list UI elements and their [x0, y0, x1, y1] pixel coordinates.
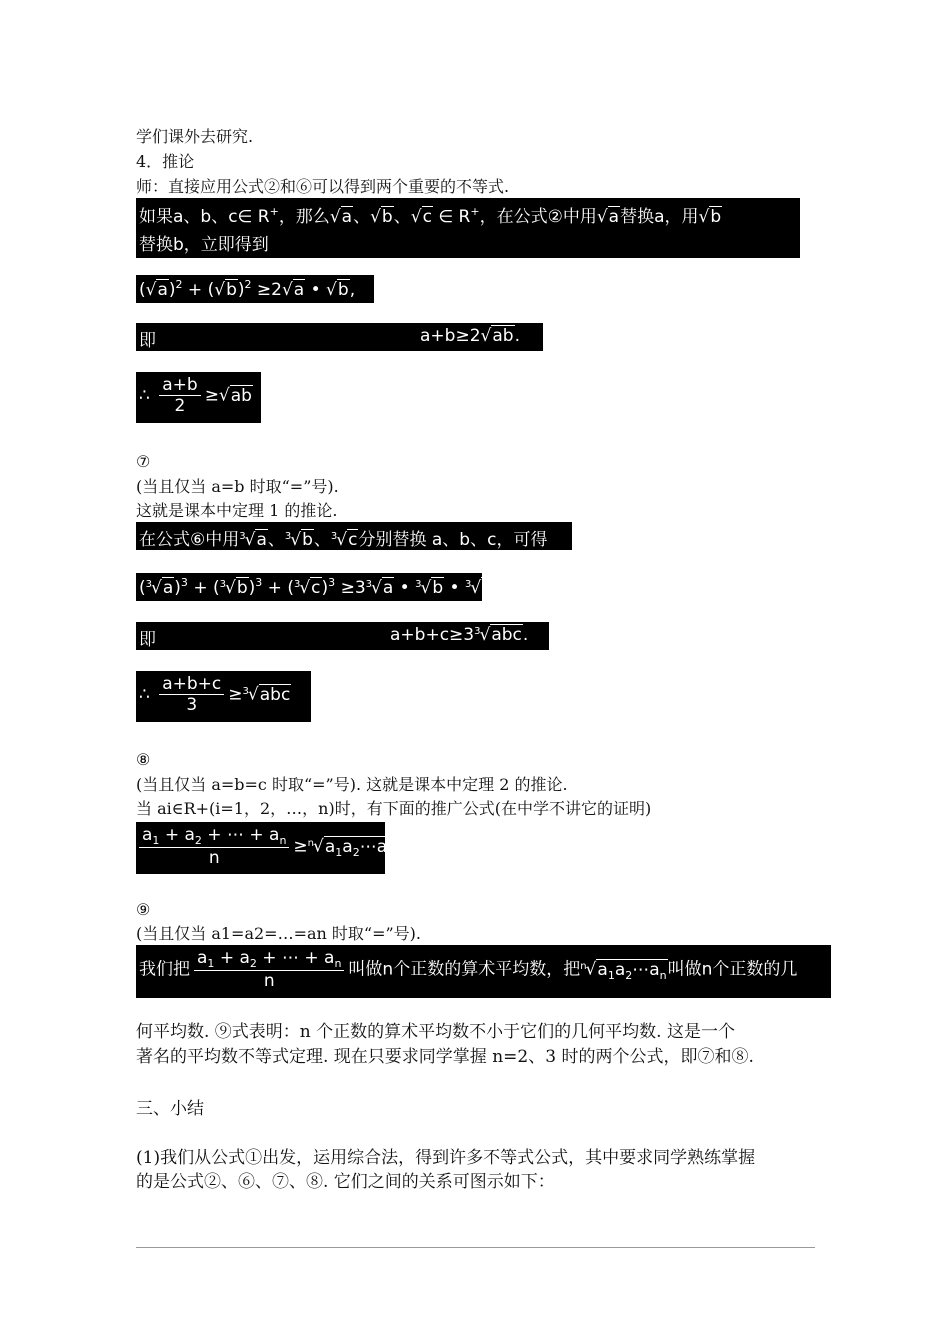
- footer-divider: [136, 1247, 815, 1248]
- equation-number: ⑦: [136, 452, 151, 471]
- text-line: 的是公式②、⑥、⑦、⑧. 它们之间的关系可图示如下：: [136, 1172, 555, 1192]
- text-line: 当 ai∈R+(i=1，2，…，n)时，有下面的推广公式(在中学不讲它的证明): [136, 799, 652, 818]
- text-line: 这就是课本中定理 1 的推论.: [136, 501, 338, 520]
- text-line: (1)我们从公式①出发，运用综合法，得到许多不等式公式，其中要求同学熟练掌握: [136, 1148, 756, 1168]
- formula-block: ∴ $\frac{a+b+c}{3}$ ≥$^3$√abc: [136, 671, 311, 722]
- formula-block: $\frac{a_1 + a_2 + \cdots + a_n}{n}$ $\ge^n√a_1a_2\cdots a_n$: [136, 822, 385, 874]
- text-line: 学们课外去研究.: [136, 127, 254, 146]
- formula-block: ∴ $\frac{a+b}{2}$ ≥√ab: [136, 372, 261, 423]
- formula-block: $(^3√a)^3 + (^3√b)^3 + (^3√c)^3 \ge 3^3√a$ • $^3$√b • $^3$√c,: [136, 573, 482, 601]
- formula-block: 我们把 $\frac{a_1 + a_2 + \cdots + a_n}{n}$ 叫做n个正数的算术平均数，把$^n√a_1a_2\cdots a_n$叫做n个正数的几: [136, 945, 831, 998]
- formula-block: 即 a+b≥2√ab.: [136, 323, 543, 351]
- text-line: (当且仅当 a1=a2=…=an 时取“=”号).: [136, 924, 422, 943]
- formula-block: 在公式⑥中用$^3$√a、$^3$√b、$^3$√c分别替换 a、b、c，可得: [136, 522, 572, 550]
- section-heading: 4．推论: [136, 152, 195, 171]
- text-line: 师：直接应用公式②和⑥可以得到两个重要的不等式.: [136, 177, 510, 196]
- equation-number: ⑧: [136, 750, 151, 769]
- text-line: 何平均数. ⑨式表明：n 个正数的算术平均数不小于它们的几何平均数. 这是一个: [136, 1022, 735, 1042]
- text-line: 著名的平均数不等式定理. 现在只要求同学掌握 n=2、3 时的两个公式，即⑦和⑧.: [136, 1047, 754, 1067]
- formula-block: 即 $a+b+c\ge 3^3√abc$.: [136, 622, 549, 650]
- formula-block: $(√a)^2 + (√b)^2 \ge 2√a$ • √b,: [136, 275, 374, 303]
- text-line: (当且仅当 a=b 时取“=”号).: [136, 477, 339, 496]
- formula-block: 如果a、b、c∈ R+，那么√a、√b、√c ∈ R+，在公式②中用√a替换a，用√b 替换b，立即得到: [136, 198, 800, 258]
- text-line: (当且仅当 a=b=c 时取“=”号). 这就是课本中定理 2 的推论.: [136, 775, 568, 794]
- equation-number: ⑨: [136, 900, 151, 919]
- section-heading: 三、小结: [136, 1099, 204, 1119]
